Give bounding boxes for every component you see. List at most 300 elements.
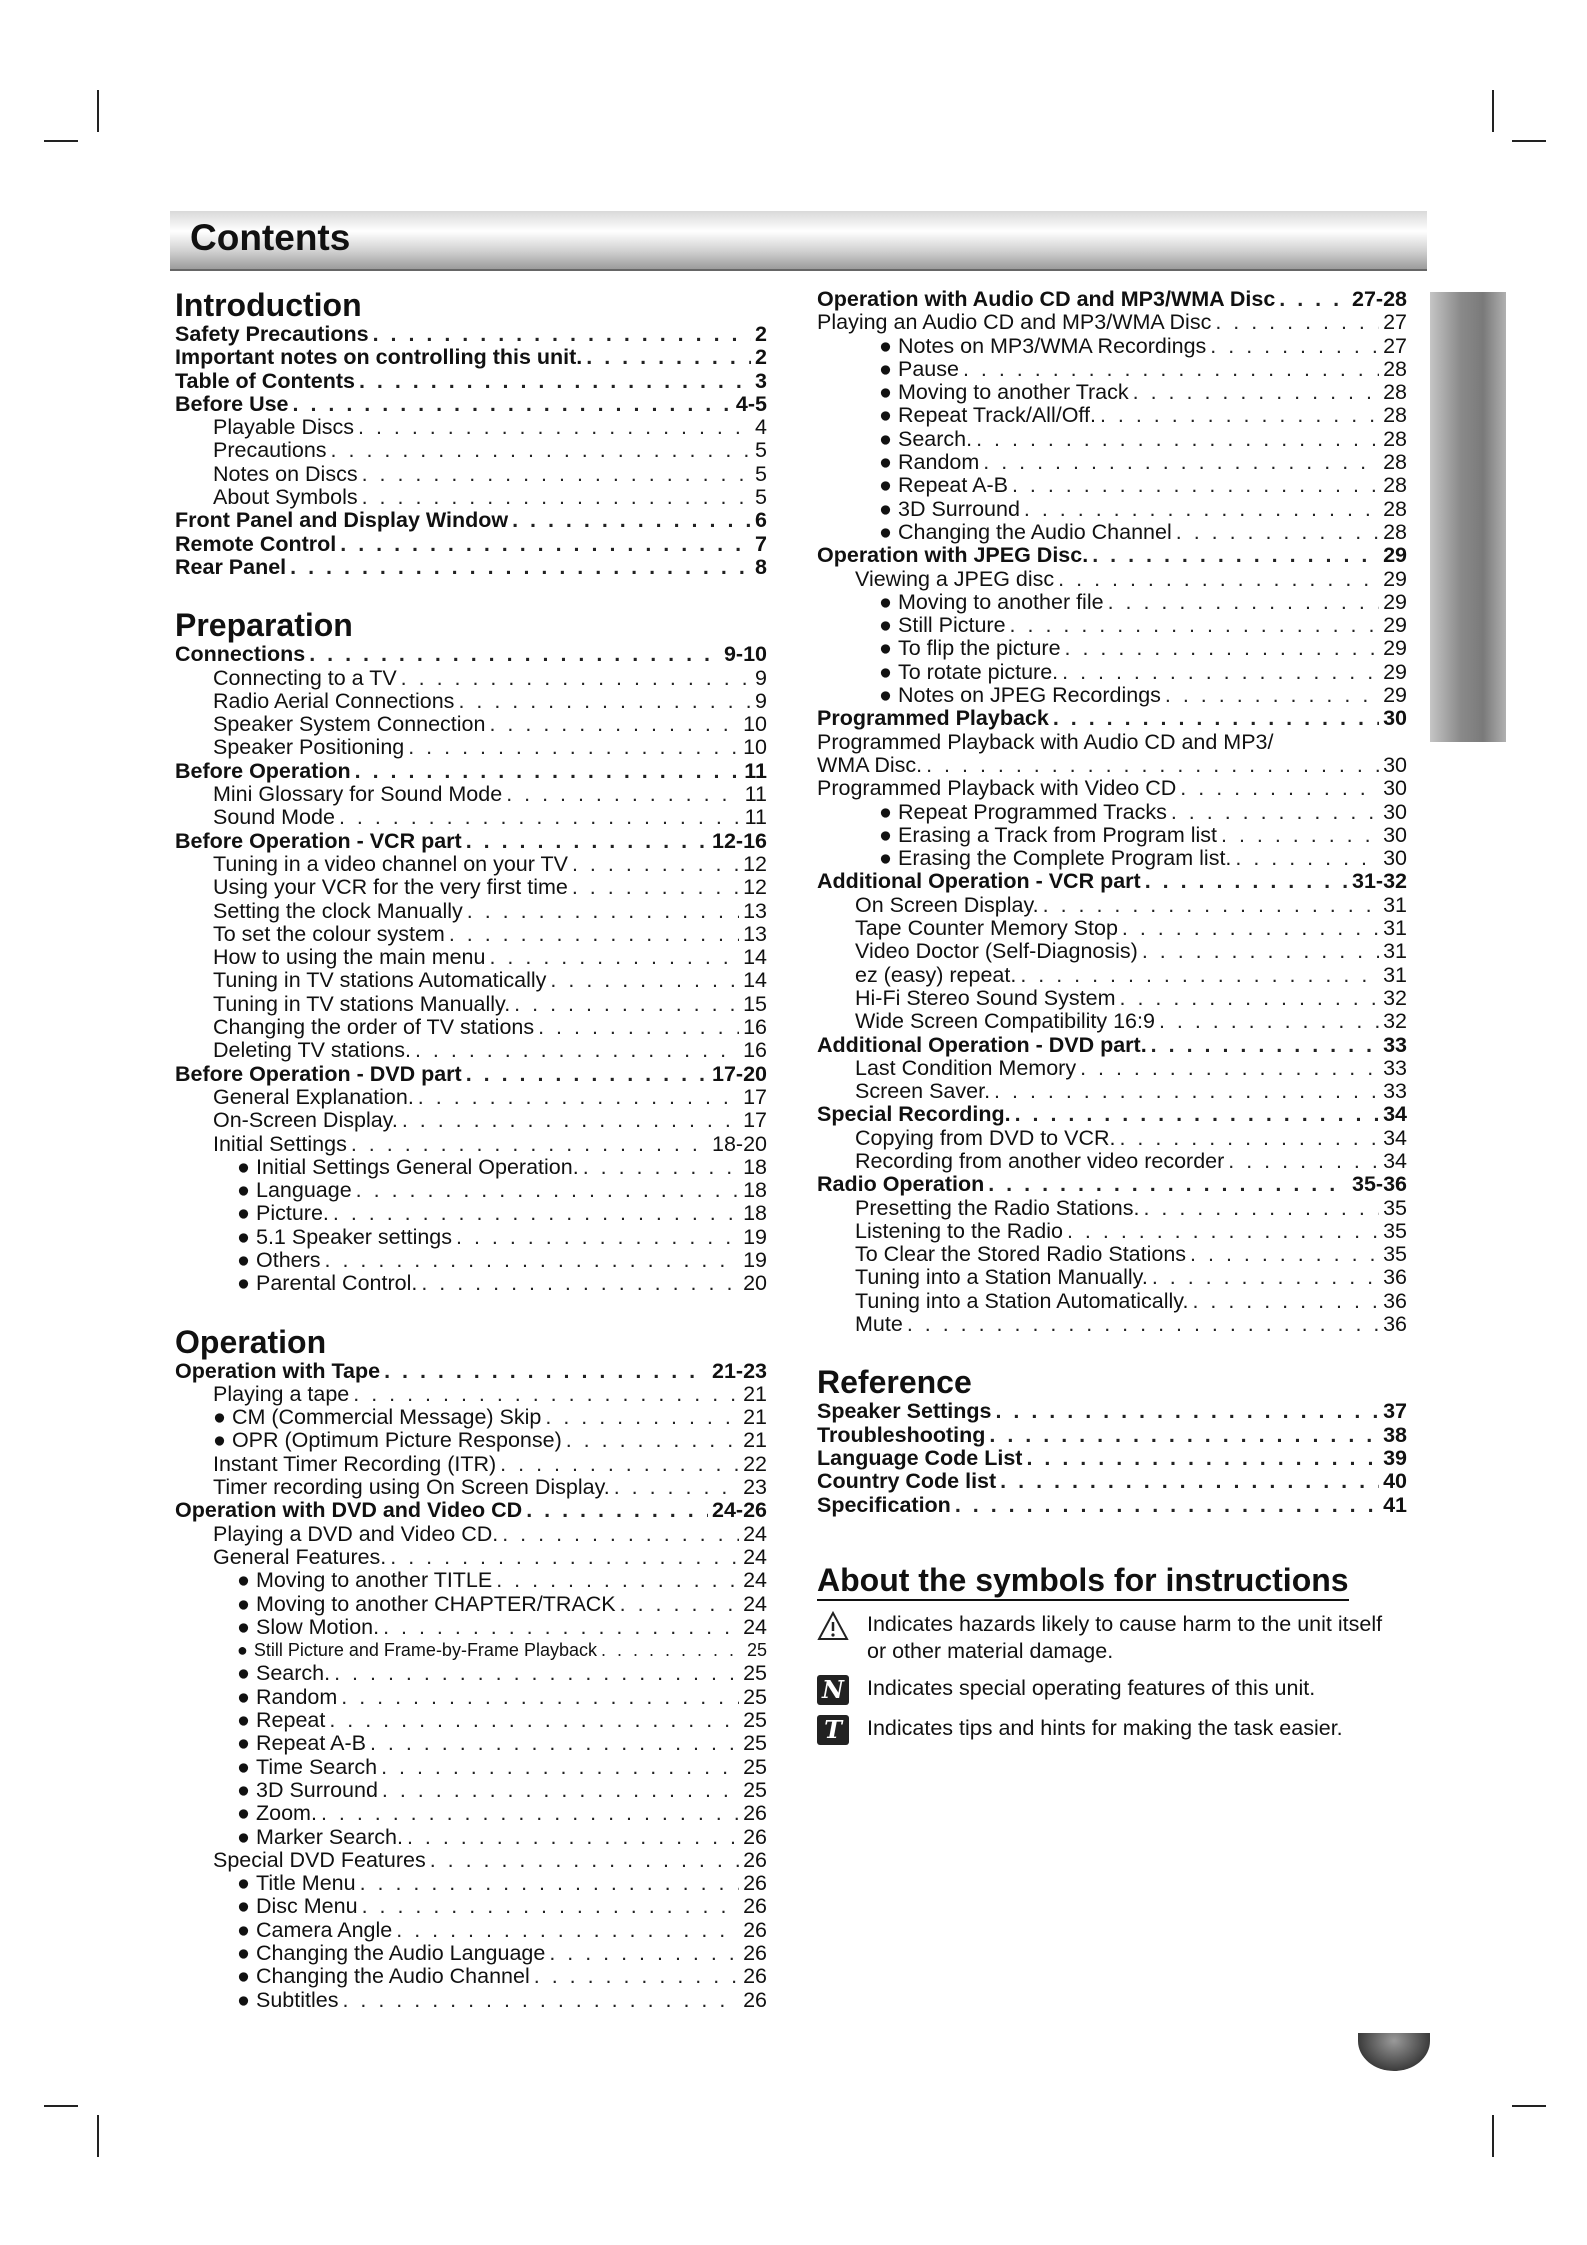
bullet-icon: ●: [237, 1942, 250, 1965]
toc-entry-label: [879, 428, 972, 451]
toc-page-number: 15: [743, 992, 767, 1016]
toc-label-text: Listening to the Radio: [855, 1219, 1063, 1243]
toc-entry-label: [817, 1494, 951, 1517]
bullet-icon: ●: [879, 614, 892, 638]
dot-leader: [415, 1039, 739, 1062]
toc-page-number: 29: [1383, 544, 1407, 568]
toc-page-number: 23: [743, 1476, 767, 1500]
toc-label-text: Still Picture: [898, 614, 1006, 638]
dot-leader: [370, 1732, 739, 1755]
toc-page-number: 16: [743, 1039, 767, 1063]
toc-page-number: 31-32: [1352, 870, 1407, 894]
toc-entry-label: [237, 1156, 579, 1179]
toc-entry: [817, 684, 1407, 707]
toc-label-text: General Features.: [213, 1545, 387, 1569]
toc-entry: [817, 1470, 1407, 1493]
toc-page-number: 4: [755, 416, 767, 440]
toc-entry: [817, 335, 1407, 358]
toc-label-text: Moving to another Track: [898, 381, 1129, 405]
toc-entry: [175, 806, 767, 829]
toc-page-number: 11: [744, 783, 767, 807]
toc-label-text: Radio Operation: [817, 1173, 985, 1197]
symbols-heading: About the symbols for instructions: [817, 1561, 1349, 1601]
toc-entry-label: [213, 853, 568, 876]
toc-entry: [175, 876, 767, 899]
toc-entry: [817, 870, 1407, 893]
toc-entry: [175, 393, 767, 416]
section-tab: [1430, 292, 1506, 742]
dot-leader: [1020, 964, 1379, 987]
toc-label-text: Screen Saver.: [855, 1080, 991, 1104]
toc-page-number: 26: [743, 1872, 767, 1896]
toc-page-number: 10: [743, 713, 767, 737]
toc-page-number: 25: [743, 1778, 767, 1802]
toc-page-number: 28: [1383, 427, 1407, 451]
toc-label-text: Programmed Playback with Video CD: [817, 777, 1177, 801]
dot-leader: [466, 830, 708, 853]
dot-leader: [1043, 894, 1379, 917]
dot-leader: [1151, 1034, 1379, 1057]
toc-page-number: 38: [1383, 1423, 1407, 1447]
toc-entry: [175, 1942, 767, 1965]
toc-entry-label: [213, 1383, 349, 1406]
toc-entry: [817, 311, 1407, 334]
toc-entry: [175, 1732, 767, 1755]
toc-label-text: Camera Angle: [256, 1918, 393, 1942]
dot-leader: [1119, 1127, 1379, 1150]
toc-entry-label: [213, 463, 358, 486]
toc-entry: [175, 1546, 767, 1569]
symbol-description: Indicates hazards likely to cause harm to the unit itself or other material damage.: [867, 1611, 1383, 1663]
toc-entry-label: [855, 1197, 1139, 1220]
toc-label-text: Repeat Track/All/Off.: [898, 404, 1096, 428]
warning-triangle-icon: [817, 1611, 851, 1641]
toc-page-number: 30: [1383, 847, 1407, 871]
symbol-row: [817, 1715, 1407, 1745]
toc-entry: [175, 463, 767, 486]
toc-entry-label: [237, 1942, 545, 1965]
toc-entry-label: [213, 783, 502, 806]
dot-leader: [1145, 870, 1348, 893]
toc-entry-label: [237, 1919, 392, 1942]
toc-label-text: Recording from another video recorder: [855, 1149, 1225, 1173]
section-heading-reference: Reference: [817, 1364, 972, 1401]
toc-label-text: Important notes on controlling this unit.: [175, 346, 583, 370]
dot-leader: [1100, 404, 1379, 427]
toc-entry-label: [817, 870, 1141, 893]
toc-entry-label: [817, 1173, 984, 1196]
toc-entry: [817, 1197, 1407, 1220]
dot-leader: [1142, 940, 1379, 963]
toc-entry: [175, 1202, 767, 1225]
toc-label-text: Erasing the Complete Program list.: [898, 847, 1232, 871]
tip-t-icon: [817, 1715, 851, 1745]
toc-entry-label: [237, 1226, 452, 1249]
toc-page-number: 7: [755, 532, 767, 556]
toc-entry: [175, 713, 767, 736]
dot-leader: [983, 451, 1379, 474]
toc-page-number: 31: [1383, 917, 1407, 941]
dot-leader: [1176, 521, 1379, 544]
toc-entry: [817, 824, 1407, 847]
dot-leader: [1279, 288, 1348, 311]
toc-page-number: 3: [755, 369, 767, 393]
toc-entry: [817, 661, 1407, 684]
toc-label-text: Hi-Fi Stereo Sound System: [855, 986, 1116, 1010]
toc-preparation: [175, 643, 767, 1295]
bullet-icon: ●: [237, 1685, 250, 1709]
toc-label-text: Using your VCR for the very first time: [213, 876, 568, 900]
dot-leader: [1159, 1010, 1379, 1033]
toc-entry-label: [817, 1400, 991, 1423]
toc-label-text: Operation with Tape: [175, 1359, 381, 1383]
toc-page-number: 26: [743, 1825, 767, 1849]
toc-page-number: 10: [743, 736, 767, 760]
toc-entry-label: [817, 1424, 985, 1447]
dot-leader: [1024, 498, 1379, 521]
toc-label-text: Title Menu: [256, 1872, 356, 1896]
toc-label-text: Programmed Playback: [817, 707, 1049, 731]
toc-page-number: 21: [743, 1429, 767, 1453]
dot-leader: [290, 556, 751, 579]
toc-label-text: Tape Counter Memory Stop: [855, 917, 1118, 941]
right-column: [817, 288, 1407, 1745]
toc-entry-label: [213, 416, 354, 439]
dot-leader: [534, 1965, 739, 1988]
toc-label-text: Subtitles: [256, 1988, 339, 2012]
dot-leader: [566, 1429, 739, 1452]
toc-entry-label: [855, 1220, 1063, 1243]
toc-page-number: 9: [755, 666, 767, 690]
toc-entry-label: [175, 1360, 380, 1383]
toc-page-number: 5: [755, 486, 767, 510]
toc-entry: [175, 643, 767, 666]
toc-entry-label: [817, 544, 1088, 567]
toc-page-number: 34: [1383, 1126, 1407, 1150]
dot-leader: [1067, 1220, 1379, 1243]
dot-leader: [989, 1424, 1379, 1447]
section-heading-preparation: Preparation: [175, 607, 353, 644]
toc-page-number: 31: [1383, 963, 1407, 987]
toc-label-text: Tuning into a Station Automatically.: [855, 1289, 1189, 1313]
dot-leader: [362, 1895, 740, 1918]
toc-page-number: 25: [743, 1685, 767, 1709]
toc-entry-label: [817, 1447, 1022, 1470]
toc-entry: [175, 509, 767, 532]
toc-entry: [175, 1872, 767, 1895]
dot-leader: [489, 713, 739, 736]
toc-entry: [175, 1802, 767, 1825]
toc-entry-label: [213, 1016, 534, 1039]
dot-leader: [362, 486, 751, 509]
bullet-icon: ●: [237, 1569, 250, 1593]
toc-label-text: ez (easy) repeat.: [855, 963, 1017, 987]
toc-label-text: Country Code list: [817, 1470, 997, 1494]
toc-page-number: 18: [743, 1155, 767, 1179]
toc-entry-label: [213, 876, 568, 899]
bullet-icon: ●: [879, 404, 892, 428]
bullet-icon: ●: [237, 1225, 250, 1249]
bullet-icon: ●: [237, 1988, 250, 2012]
crop-mark: [1512, 140, 1546, 142]
toc-page-number: 26: [743, 1942, 767, 1965]
toc-entry: [175, 1662, 767, 1685]
dot-leader: [401, 667, 751, 690]
toc-entry-label: [213, 1109, 398, 1132]
toc-entry-label: [879, 614, 1006, 637]
toc-entry: [175, 1779, 767, 1802]
toc-entry-label: [879, 847, 1231, 870]
toc-label-text: Random: [898, 451, 980, 475]
bullet-icon: ●: [237, 1918, 250, 1942]
crop-mark: [1512, 2105, 1546, 2107]
toc-entry-label: [237, 1709, 325, 1732]
toc-page-number: 40: [1383, 1470, 1407, 1494]
toc-page-number: 6: [755, 509, 767, 533]
page-title: Contents: [190, 217, 351, 258]
toc-page-number: 28: [1383, 497, 1407, 521]
toc-entry-label: [213, 1523, 498, 1546]
bullet-icon: ●: [237, 1778, 250, 1802]
toc-page-number: 21: [743, 1406, 767, 1430]
toc-entry-label: [879, 684, 1161, 707]
dot-leader: [1192, 1290, 1379, 1313]
toc-page-number: 28: [1383, 404, 1407, 428]
bullet-icon: ●: [879, 451, 892, 475]
bullet-icon: ●: [237, 1732, 250, 1756]
bullet-icon: ●: [879, 847, 892, 871]
toc-page-number: 9-10: [723, 643, 767, 667]
crop-mark: [1492, 90, 1494, 132]
toc-entry: [175, 1826, 767, 1849]
toc-entry: [817, 1057, 1407, 1080]
toc-page-number: 25: [743, 1732, 767, 1756]
toc-label-text: Timer recording using On Screen Display.: [213, 1476, 610, 1500]
toc-entry: [175, 1989, 767, 2012]
toc-entry: [175, 1016, 767, 1039]
toc-page-number: 27-28: [1352, 288, 1407, 311]
dot-leader: [1165, 684, 1379, 707]
dot-leader: [1080, 1057, 1379, 1080]
toc-entry-label: [879, 801, 1167, 824]
toc-label-text: Notes on Discs: [213, 462, 358, 486]
dot-leader: [353, 1383, 739, 1406]
toc-label-text: Changing the Audio Channel: [898, 520, 1172, 544]
symbol-glyph: N: [817, 1675, 849, 1705]
toc-page-number: 30: [1383, 800, 1407, 824]
toc-entry: [817, 1103, 1407, 1126]
toc-entry: [175, 346, 767, 369]
dot-leader: [1215, 311, 1379, 334]
toc-entry: [817, 801, 1407, 824]
toc-page-number: 32: [1383, 1010, 1407, 1034]
dot-leader: [601, 1639, 743, 1662]
toc-entry-label: [237, 1272, 417, 1295]
toc-entry-label: [237, 1686, 337, 1709]
dot-leader: [995, 1400, 1379, 1423]
toc-label-text: Front Panel and Display Window: [175, 509, 509, 533]
toc-entry-label: [879, 474, 1008, 497]
toc-label-text: Still Picture and Frame-by-Frame Playback: [253, 1640, 597, 1661]
toc-entry: [817, 404, 1407, 427]
toc-label-text: Speaker System Connection: [213, 713, 486, 737]
dot-leader: [1180, 777, 1379, 800]
toc-label-text: Copying from DVD to VCR.: [855, 1126, 1116, 1150]
dot-leader: [396, 1919, 739, 1942]
toc-entry-label: [175, 370, 355, 393]
toc-entry-label: [855, 917, 1118, 940]
bullet-icon: ●: [237, 1965, 250, 1989]
crop-mark: [44, 2105, 78, 2107]
toc-page-number: 36: [1383, 1313, 1407, 1337]
toc-entry: [817, 777, 1407, 800]
dot-leader: [449, 923, 739, 946]
toc-label-text: Speaker Settings: [817, 1400, 992, 1424]
toc-entry: [175, 760, 767, 783]
dot-leader: [382, 1779, 739, 1802]
dot-leader: [458, 690, 751, 713]
toc-entry: [817, 544, 1407, 567]
toc-label-text: Safety Precautions: [175, 323, 369, 346]
toc-label-text: Table of Contents: [175, 369, 355, 393]
toc-entry-label: [237, 1662, 330, 1685]
symbol-description: Indicates special operating features of this unit.: [867, 1675, 1316, 1700]
toc-entry: [175, 853, 767, 876]
toc-entry-label: [175, 643, 305, 666]
toc-entry-label: [175, 830, 462, 853]
toc-page-number: 28: [1383, 381, 1407, 405]
toc-entry-label: [213, 486, 358, 509]
toc-entry: [175, 1179, 767, 1202]
toc-entry: [817, 498, 1407, 521]
toc-label-text: Deleting TV stations.: [213, 1039, 411, 1063]
toc-entry: [175, 439, 767, 462]
dot-leader: [614, 1476, 739, 1499]
toc-page-number: 25: [746, 1640, 767, 1661]
toc-entry-label: [175, 346, 582, 369]
dot-leader: [512, 509, 751, 532]
toc-page-number: 31: [1383, 940, 1407, 964]
bullet-icon: ●: [879, 357, 892, 381]
toc-page-number: 30: [1383, 823, 1407, 847]
toc-entry-label: [879, 824, 1217, 847]
toc-entry-label: [213, 1039, 411, 1062]
toc-entry-label: [213, 1546, 386, 1569]
dot-leader: [1053, 707, 1379, 730]
toc-entry-label: [213, 1849, 426, 1872]
toc-entry: [175, 1226, 767, 1249]
toc-entry: [175, 1756, 767, 1779]
toc-page-number: 14: [743, 946, 767, 970]
bullet-icon: ●: [237, 1709, 250, 1733]
dot-leader: [586, 346, 751, 369]
toc-label-text: Notes on JPEG Recordings: [898, 684, 1161, 708]
toc-entry-label: [213, 1453, 496, 1476]
toc-page-number: 33: [1383, 1056, 1407, 1080]
toc-entry: [175, 1086, 767, 1109]
toc-entry-label: [855, 940, 1138, 963]
toc-entry-label: [855, 568, 1054, 591]
toc-page-number: 21-23: [712, 1359, 767, 1383]
toc-entry: [175, 667, 767, 690]
toc-entry-label: [213, 1406, 541, 1429]
toc-entry: [817, 1290, 1407, 1313]
toc-label-text: Programmed Playback with Audio CD and MP3/: [817, 730, 1274, 754]
toc-label-text: Sound Mode: [213, 806, 335, 830]
dot-leader: [359, 370, 751, 393]
toc-entry-label: [237, 1569, 492, 1592]
toc-entry-label: [855, 987, 1116, 1010]
bullet-icon: ●: [879, 334, 892, 358]
dot-leader: [1235, 847, 1379, 870]
toc-entry-label: [213, 736, 404, 759]
toc-entry-label: [817, 754, 922, 777]
contents-banner: [170, 211, 1427, 271]
toc-entry-label: [213, 667, 397, 690]
dot-leader: [390, 1546, 739, 1569]
toc-entry: [817, 1424, 1407, 1447]
bullet-icon: ●: [237, 1179, 250, 1203]
toc-entry-label: [855, 1243, 1186, 1266]
toc-entry-label: [175, 323, 369, 346]
toc-entry-label: [237, 1249, 321, 1272]
toc-entry-label: [879, 498, 1020, 521]
toc-page-number: 24: [743, 1592, 767, 1616]
crop-mark: [97, 2115, 99, 2157]
toc-entry: [817, 964, 1407, 987]
bullet-icon: ●: [237, 1755, 250, 1779]
toc-page-number: 25: [743, 1709, 767, 1733]
toc-page-number: 17: [743, 1085, 767, 1109]
dot-leader: [955, 1494, 1379, 1517]
toc-label-text: Changing the Audio Channel: [256, 1965, 530, 1989]
toc-label-text: Before Use: [175, 392, 289, 416]
toc-label-text: Before Operation - DVD part: [175, 1062, 462, 1086]
toc-entry: [817, 1266, 1407, 1289]
toc-page-number: 14: [743, 969, 767, 993]
toc-label-text: Others: [256, 1248, 321, 1272]
toc-page-number: 29: [1383, 614, 1407, 638]
left-column: [175, 287, 767, 2012]
crop-mark: [97, 90, 99, 132]
dot-leader: [1171, 801, 1379, 824]
toc-page-number: 18: [743, 1202, 767, 1226]
toc-entry-label: [213, 1476, 610, 1499]
bullet-icon: ●: [237, 1202, 250, 1226]
toc-page-number: 26: [743, 1848, 767, 1872]
toc-entry: [175, 923, 767, 946]
dot-leader: [1015, 1103, 1380, 1126]
toc-page-number: 30: [1383, 777, 1407, 801]
dot-leader: [1012, 474, 1379, 497]
dot-leader: [1221, 824, 1379, 847]
toc-label-text: 3D Surround: [898, 497, 1020, 521]
toc-entry: [817, 288, 1407, 311]
toc-label-text: Changing the Audio Language: [256, 1942, 546, 1965]
toc-label-text: Repeat A-B: [898, 474, 1008, 498]
toc-page-number: 22: [743, 1452, 767, 1476]
toc-page-number: 21: [743, 1382, 767, 1406]
dot-leader: [1143, 1197, 1379, 1220]
toc-label-text: Mini Glossary for Sound Mode: [213, 783, 503, 807]
toc-entry-label: [213, 439, 327, 462]
dot-leader: [1108, 591, 1380, 614]
toc-entry-label: [213, 690, 454, 713]
toc-entry: [175, 1249, 767, 1272]
toc-label-text: To rotate picture.: [898, 660, 1059, 684]
toc-entry-label: [237, 1779, 378, 1802]
toc-page-number: 12: [743, 876, 767, 900]
